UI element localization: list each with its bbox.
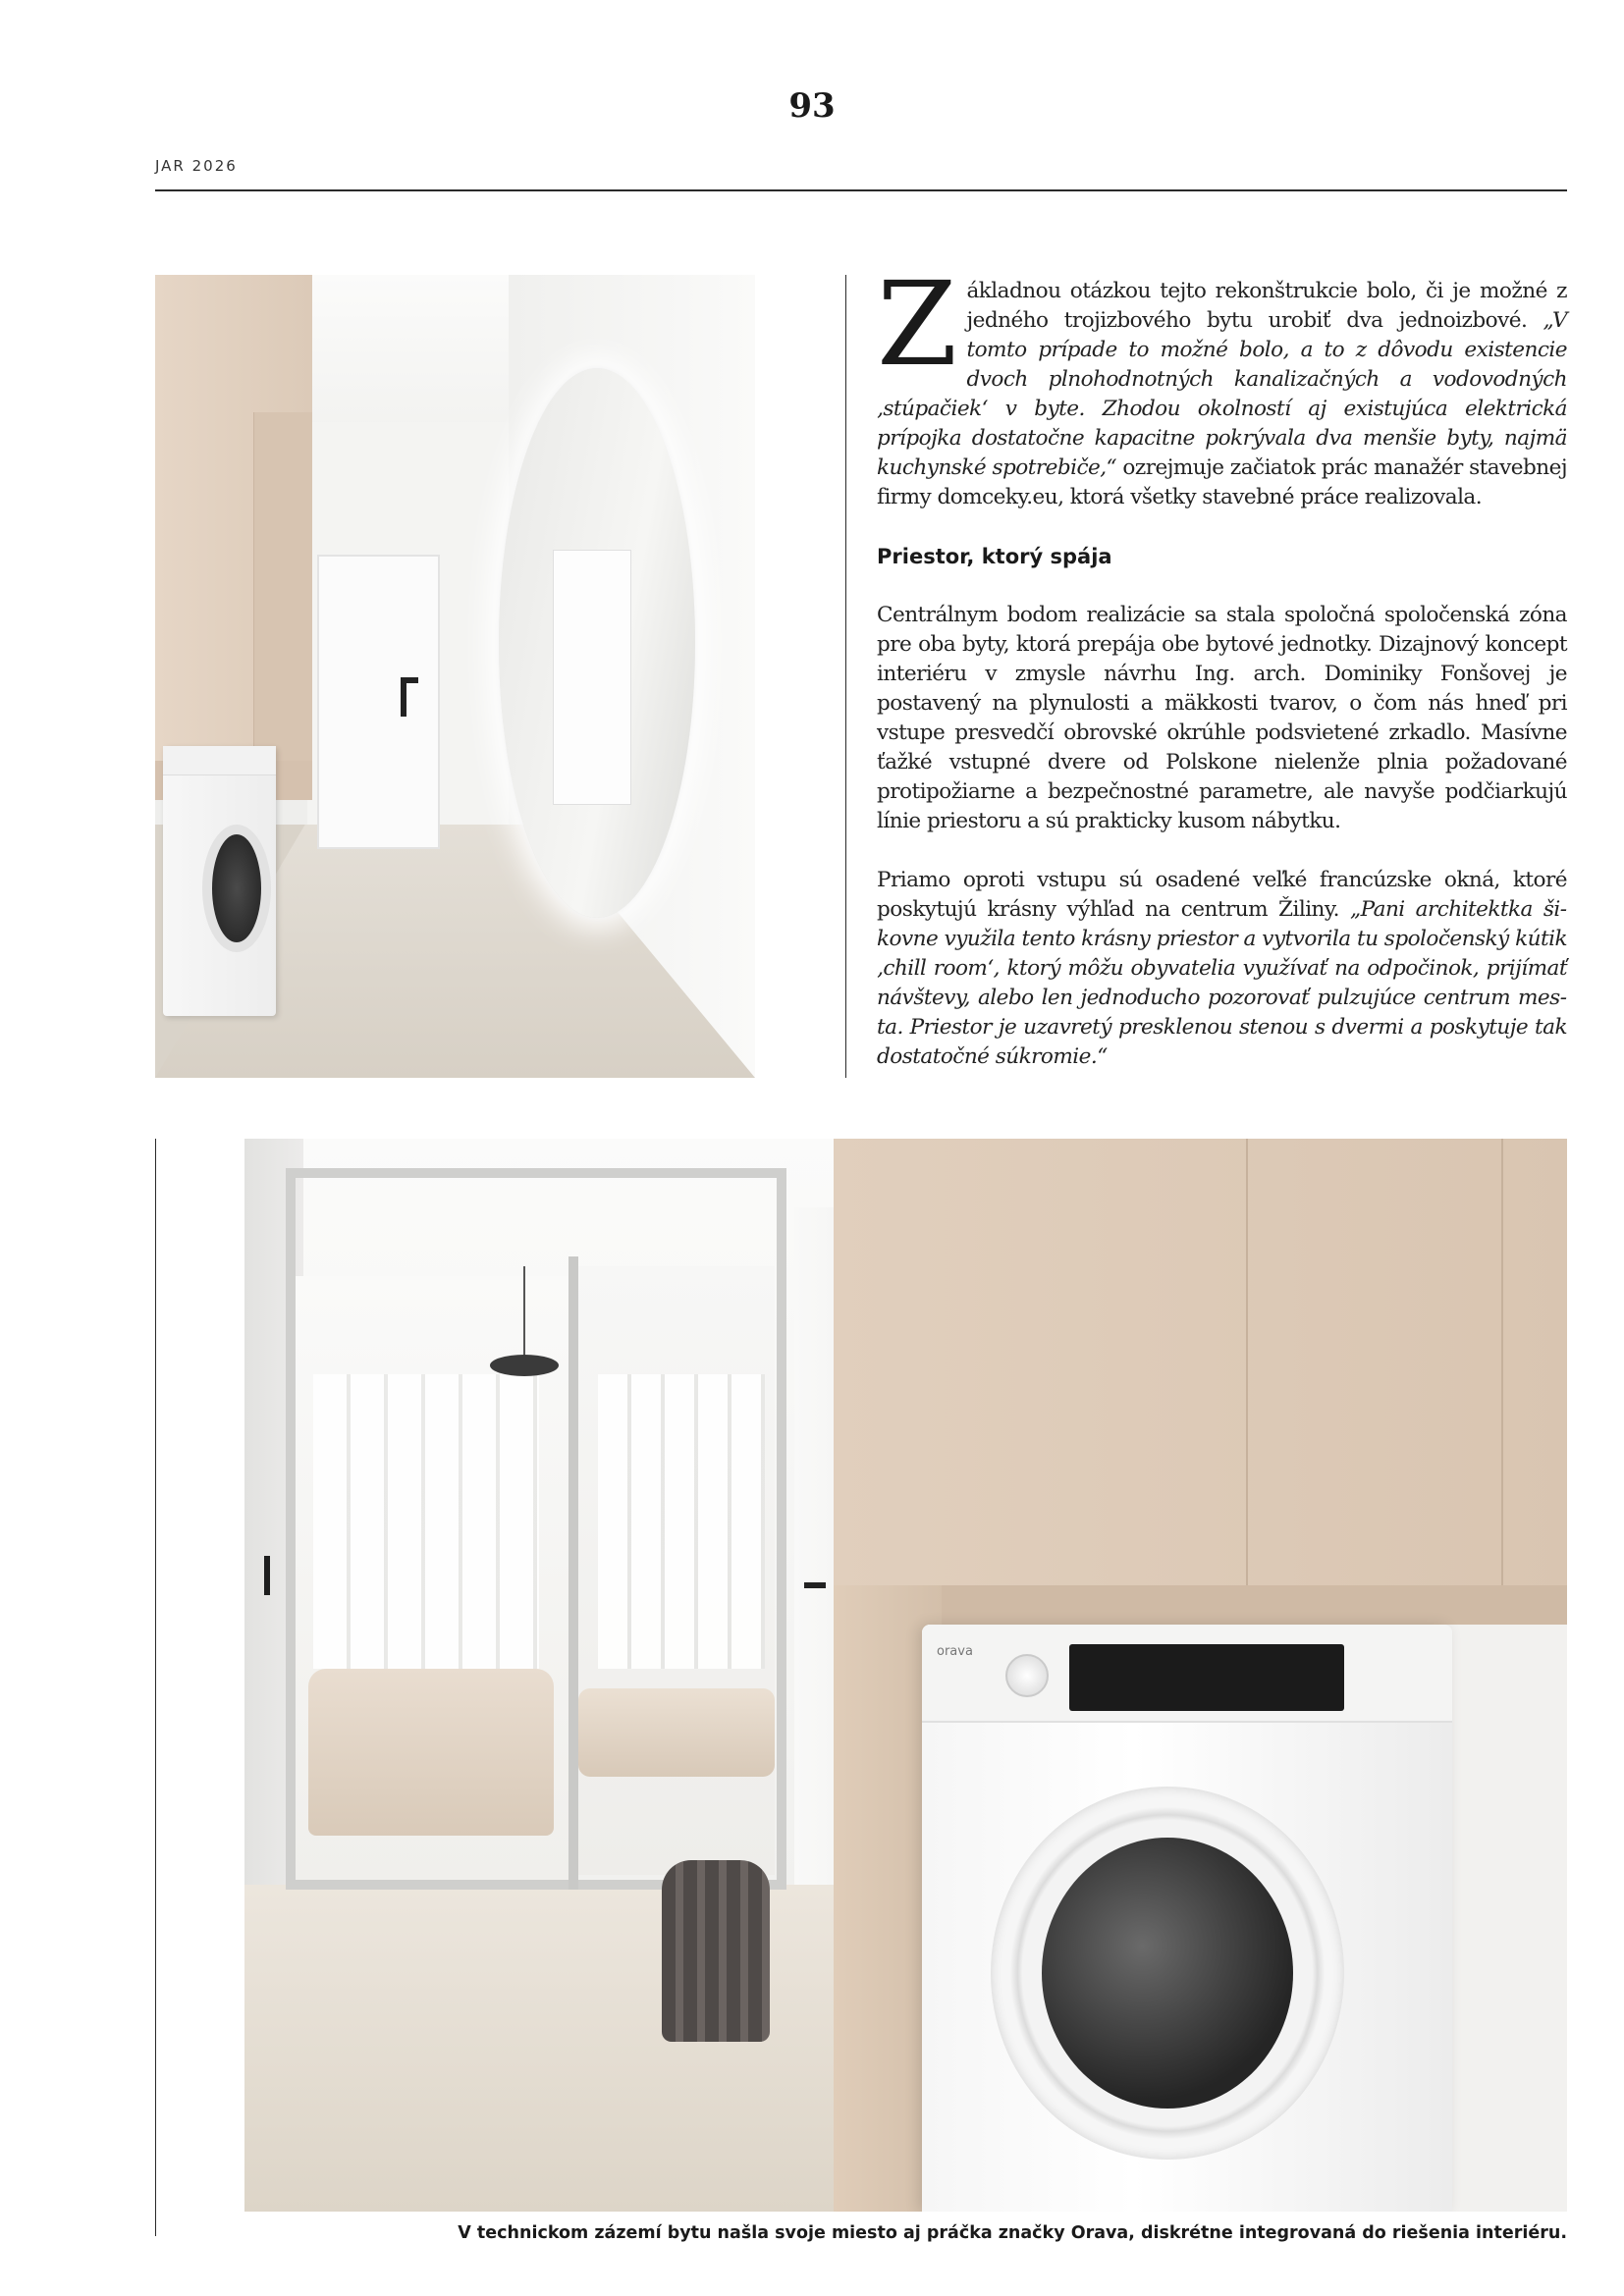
photo-caption: V technickom zázemí bytu našla svoje miesto aj práčka značky Orava, diskrétne integrovaná do riešenia interiéru. bbox=[458, 2223, 1567, 2243]
utility-room-photo bbox=[244, 1139, 1567, 2212]
paragraph-2: Centrálnym bodom realizácie sa stala spoločná spoločenská zóna pre oba byty, ktorá prepája obe bytové jednotky. Dizajnový koncept interiéru v zmysle návrhu Ing. arch. Dominiky Fonšovej je postavený na plynulosti a mäkkosti tvarov, o čom nás hneď pri vstupe presvedčí obrovské okrúhle podsvietené zrkadlo. Masívne ťažké vstupné dvere od Polskone nielenže plnia požadované protipožiarne a bezpečnostné parametre, ale navyše podčiarkujú línie priestoru a sú prakticky kusom nábytku. bbox=[877, 603, 1567, 833]
p1-lead: ákladnou otázkou tejto rekonštrukcie bolo, či je možné z jedného trojizbového bytu urobiť dva jednoizbové. bbox=[966, 279, 1567, 333]
washer-brand-label: orava bbox=[937, 1644, 973, 1659]
article-body bbox=[877, 256, 1568, 1101]
p3-quote: „Pani architektka šikovne využila tento krásny priestor a vytvorila tu spoločenský kútik ‚chill room‘, ktorý môžu obyvatelia využívať na odpočinok, prijímať návštevy, alebo len jednoducho pozorovať pulzujúce centrum mesta. Priestor je uzavretý presklenou stenou s dvermi a poskytuje tak dostatočné súkromie.“ bbox=[877, 897, 1567, 1069]
stool bbox=[662, 1860, 770, 2042]
photo-rule bbox=[155, 1139, 156, 2236]
page-number: 93 bbox=[788, 86, 836, 126]
glass-partition bbox=[286, 1168, 786, 1890]
dropcap: Z bbox=[877, 256, 957, 392]
p1-quote: „V tomto prípade to možné bolo, a to z dôvodu existencie dvoch plnohodnotných kanalizačných a vodovodných ‚stúpačiek‘ v byte. Zhodou okolností aj existujúca elektrická prípojka dostatočne kapacitne pokrývala dva menšie byty, najmä kuchynské spotrebiče,“ bbox=[877, 308, 1567, 480]
p1-tail: ozrejmuje začiatok prác manažér stavebnej firmy domceky.eu, ktorá všetky stavebné práce realizovala. bbox=[877, 455, 1568, 509]
paragraph-3 bbox=[877, 866, 1567, 1072]
header-rule bbox=[155, 189, 1567, 191]
hallway-photo bbox=[155, 275, 755, 1078]
paragraph-1 bbox=[877, 256, 1568, 512]
issue-label: JAR 2026 bbox=[155, 157, 238, 175]
program-knob bbox=[1005, 1654, 1049, 1697]
p3-lead: Priamo oproti vstupu sú osadené veľké francúzske okná, ktoré poskytujú krásny výhľad na centrum Žiliny. bbox=[877, 868, 1567, 922]
column-rule bbox=[845, 275, 846, 1078]
cabinet bbox=[834, 1139, 1567, 1585]
section-heading: Priestor, ktorý spája bbox=[877, 545, 1112, 568]
control-display bbox=[1069, 1644, 1344, 1711]
entrance-door bbox=[317, 555, 440, 849]
